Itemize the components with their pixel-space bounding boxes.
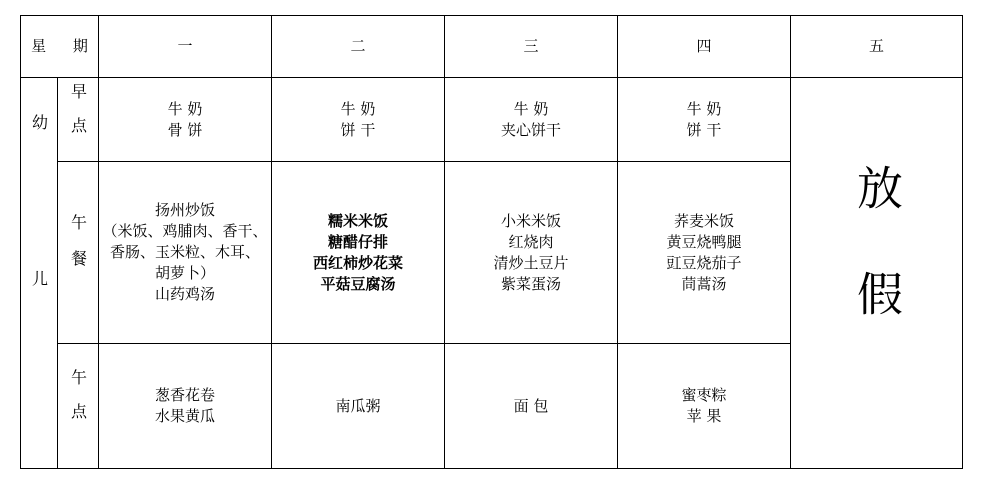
weekly-menu-table bbox=[20, 15, 963, 469]
lunch-wed: 小米米饭 红烧肉 清炒土豆片 紫菜蛋汤 bbox=[445, 162, 618, 344]
lunch-label: 午餐 bbox=[68, 213, 88, 286]
snack-wed: 面 包 bbox=[445, 344, 618, 469]
breakfast-label-cell bbox=[58, 78, 99, 162]
lunch-thu: 荞麦米饭 黄豆烧鸭腿 豇豆烧茄子 茼蒿汤 bbox=[618, 162, 791, 344]
breakfast-wed: 牛 奶 夹心饼干 bbox=[445, 78, 618, 162]
breakfast-tue: 牛 奶 饼 干 bbox=[272, 78, 445, 162]
lunch-label-cell bbox=[58, 162, 99, 344]
holiday-cell bbox=[791, 78, 963, 469]
breakfast-thu: 牛 奶 饼 干 bbox=[618, 78, 791, 162]
snack-mon: 葱香花卷 水果黄瓜 bbox=[99, 344, 272, 469]
snack-label-cell bbox=[58, 344, 99, 469]
holiday-text: 放假 bbox=[850, 164, 904, 376]
snack-thu: 蜜枣粽 苹 果 bbox=[618, 344, 791, 469]
breakfast-label: 早点 bbox=[68, 82, 88, 151]
lunch-mon: 扬州炒饭 （米饭、鸡脯肉、香干、 香肠、玉米粒、木耳、 胡萝卜） 山药鸡汤 bbox=[99, 162, 272, 344]
day-header-5: 五 bbox=[791, 16, 963, 78]
lunch-tue: 糯米米饭 糖醋仔排 西红柿炒花菜 平菇豆腐汤 bbox=[272, 162, 445, 344]
day-header-1: 一 bbox=[99, 16, 272, 78]
snack-label: 午点 bbox=[68, 369, 88, 437]
day-header-2: 二 bbox=[272, 16, 445, 78]
breakfast-row bbox=[21, 78, 963, 162]
header-row bbox=[21, 16, 963, 78]
week-label: 星 期 bbox=[21, 16, 99, 78]
day-header-3: 三 bbox=[445, 16, 618, 78]
day-header-4: 四 bbox=[618, 16, 791, 78]
snack-tue: 南瓜粥 bbox=[272, 344, 445, 469]
group-label-cell bbox=[21, 78, 58, 469]
breakfast-mon: 牛 奶 骨 饼 bbox=[99, 78, 272, 162]
group-label: 幼儿 bbox=[29, 114, 49, 426]
